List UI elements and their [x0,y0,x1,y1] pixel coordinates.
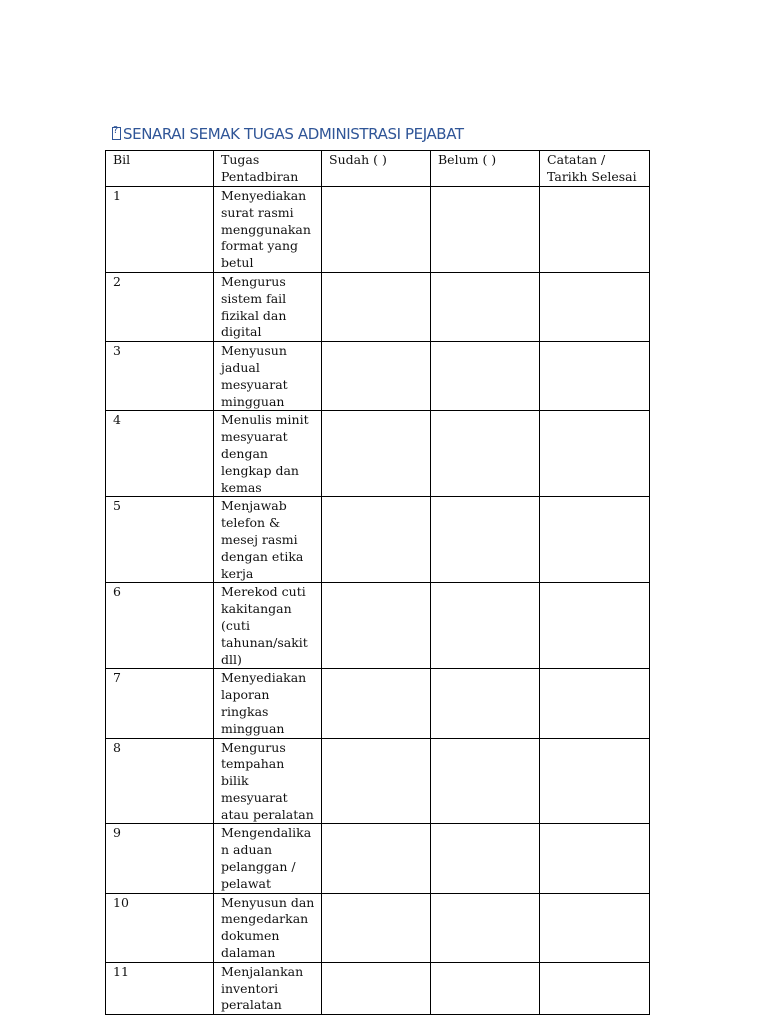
cell-bil: 7 [106,669,214,738]
header-belum: Belum ( ) [431,151,540,187]
cell-bil: 4 [106,411,214,497]
cell-task: Mengendalikan aduan pelanggan / pelawat [214,824,322,893]
cell-catatan[interactable] [540,411,650,497]
cell-sudah[interactable] [322,893,431,962]
table-row [106,187,650,273]
checklist-table [105,150,650,1015]
cell-task: Mengurus sistem fail fizikal dan digital [214,272,322,341]
cell-belum[interactable] [431,669,540,738]
page-title-text: SENARAI SEMAK TUGAS ADMINISTRASI PEJABAT [123,125,464,143]
table-row [106,669,650,738]
cell-sudah[interactable] [322,187,431,273]
table-row [106,738,650,824]
cell-bil: 9 [106,824,214,893]
cell-bil: 11 [106,962,214,1014]
cell-belum[interactable] [431,497,540,583]
cell-bil: 1 [106,187,214,273]
cell-belum[interactable] [431,272,540,341]
cell-task: Menyusun dan mengedarkan dokumen dalaman [214,893,322,962]
cell-sudah[interactable] [322,342,431,411]
table-row [106,583,650,669]
cell-sudah[interactable] [322,583,431,669]
cell-sudah[interactable] [322,669,431,738]
cell-catatan[interactable] [540,497,650,583]
cell-belum[interactable] [431,411,540,497]
cell-catatan[interactable] [540,669,650,738]
cell-belum[interactable] [431,187,540,273]
cell-task: Merekod cuti kakitangan (cuti tahunan/sakit dll) [214,583,322,669]
cell-bil: 3 [106,342,214,411]
cell-belum[interactable] [431,824,540,893]
cell-sudah[interactable] [322,272,431,341]
table-row [106,962,650,1014]
cell-catatan[interactable] [540,583,650,669]
header-tugas: Tugas Pentadbiran [214,151,322,187]
cell-catatan[interactable] [540,342,650,411]
cell-task: Menyediakan surat rasmi menggunakan format yang betul [214,187,322,273]
cell-bil: 6 [106,583,214,669]
cell-catatan[interactable] [540,738,650,824]
cell-belum[interactable] [431,583,540,669]
cell-task: Menulis minit mesyuarat dengan lengkap dan kemas [214,411,322,497]
table-row [106,411,650,497]
cell-belum[interactable] [431,738,540,824]
header-sudah: Sudah ( ) [322,151,431,187]
cell-task: Menyusun jadual mesyuarat mingguan [214,342,322,411]
cell-belum[interactable] [431,342,540,411]
page-title [112,125,464,143]
cell-bil: 2 [106,272,214,341]
cell-sudah[interactable] [322,497,431,583]
cell-belum[interactable] [431,893,540,962]
cell-catatan[interactable] [540,893,650,962]
cell-sudah[interactable] [322,962,431,1014]
cell-catatan[interactable] [540,962,650,1014]
table-row [106,824,650,893]
cell-catatan[interactable] [540,824,650,893]
cell-belum[interactable] [431,962,540,1014]
cell-task: Menjawab telefon & mesej rasmi dengan etika kerja [214,497,322,583]
table-row [106,342,650,411]
cell-sudah[interactable] [322,824,431,893]
missing-glyph-icon [112,127,121,140]
table-row [106,893,650,962]
cell-catatan[interactable] [540,187,650,273]
cell-catatan[interactable] [540,272,650,341]
cell-bil: 8 [106,738,214,824]
cell-sudah[interactable] [322,738,431,824]
header-row [106,151,650,187]
cell-bil: 10 [106,893,214,962]
header-catatan: Catatan / Tarikh Selesai [540,151,650,187]
table-row [106,272,650,341]
cell-task: Menyediakan laporan ringkas mingguan [214,669,322,738]
cell-task: Mengurus tempahan bilik mesyuarat atau peralatan [214,738,322,824]
cell-bil: 5 [106,497,214,583]
cell-task: Menjalankan inventori peralatan [214,962,322,1014]
header-bil: Bil [106,151,214,187]
cell-sudah[interactable] [322,411,431,497]
table-row [106,497,650,583]
